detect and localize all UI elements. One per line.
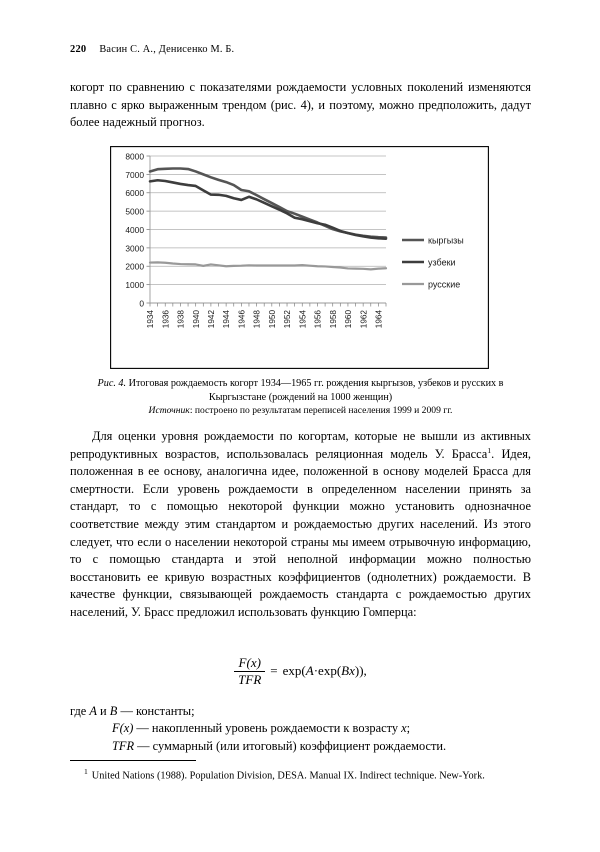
y-axis-tick-label: 4000 <box>125 224 144 235</box>
footnote-text: United Nations (1988). Population Division, DESA. Manual IX. Indirect technique. New-York. <box>91 770 485 782</box>
x-axis-tick-label: 1948 <box>252 310 262 329</box>
definition-symbol-x: x <box>401 721 407 736</box>
x-axis-tick-label: 1952 <box>283 310 293 329</box>
formula-equals: = <box>270 663 278 679</box>
legend-label-3: русские <box>428 279 461 290</box>
formula-variable-x: x <box>349 663 355 679</box>
definition-fx-end: ; <box>406 721 411 736</box>
figure-source-text: : построено по результатам переписей населения 1999 и 2009 гг. <box>189 405 453 416</box>
y-axis-tick-label: 1000 <box>125 280 144 291</box>
figure-source-label: Источник <box>148 405 190 416</box>
x-axis-tick-label: 1936 <box>161 310 171 329</box>
x-axis-tick-label: 1954 <box>298 310 308 329</box>
running-head-authors: Васин С. А., Денисенко М. Б. <box>99 44 235 55</box>
x-axis-tick-label: 1938 <box>176 310 186 329</box>
formula-constant-a: A <box>305 663 314 679</box>
formula-equation <box>234 656 367 686</box>
page-number: 220 <box>70 44 87 55</box>
figure-caption-label: Рис. 4. <box>97 378 127 389</box>
footnote-number: 1 <box>84 767 88 776</box>
figure-4-chart <box>110 146 489 369</box>
paragraph-brass-part1: Для оценки уровня рождаемости по когортам, которые не вышли из активных репродуктивных возрастов, использовалась реляционная модель У. Брасса <box>70 429 531 461</box>
legend-label-1: кыргызы <box>428 235 464 246</box>
y-axis-tick-label: 5000 <box>125 206 144 217</box>
x-axis-tick-label: 1944 <box>222 310 232 329</box>
paragraph-brass-model <box>70 428 531 622</box>
x-axis-tick-label: 1964 <box>374 310 384 329</box>
formula-numerator: F(x) <box>238 655 261 670</box>
definition-symbol-a: A <box>89 704 97 718</box>
formula-inner-exp: exp( <box>318 663 342 679</box>
footnote-separator <box>70 760 196 761</box>
definition-where-word: где <box>70 704 90 718</box>
y-axis-tick-label: 7000 <box>125 169 144 180</box>
definition-constants-text: — константы; <box>117 704 195 718</box>
figure-source <box>80 404 521 417</box>
x-axis-tick-label: 1950 <box>267 310 277 329</box>
footnote <box>70 765 531 783</box>
gompertz-formula <box>70 655 531 695</box>
definition-fx <box>70 720 531 737</box>
legend-label-2: узбеки <box>428 257 456 268</box>
figure-caption <box>80 377 521 404</box>
y-axis-tick-label: 3000 <box>125 243 144 254</box>
x-axis-tick-label: 1946 <box>237 310 247 329</box>
paragraph-intro: когорт по сравнению с показателями рождаемости условных поколений изменяются плавно с ярко выраженным трендом (рис. 4), и поэтому, можно предположить, дадут более надежный прогноз. <box>70 80 531 130</box>
definition-symbol-b: B <box>109 704 118 718</box>
fertility-line-chart <box>110 146 489 369</box>
x-axis-tick-label: 1942 <box>207 310 217 329</box>
formula-closing: )), <box>354 663 367 679</box>
formula-fraction <box>234 656 265 686</box>
definition-conjunction: и <box>96 704 110 718</box>
x-axis-tick-label: 1956 <box>313 310 323 329</box>
definition-tfr <box>70 738 531 755</box>
x-axis-tick-label: 1940 <box>191 310 201 329</box>
definition-constants <box>70 703 531 720</box>
formula-right-hand-side <box>283 663 367 679</box>
x-axis-tick-label: 1960 <box>344 310 354 329</box>
y-axis-tick-label: 2000 <box>125 261 144 272</box>
footnote-reference: 1 <box>487 445 492 455</box>
y-axis-tick-label: 6000 <box>125 188 144 199</box>
x-axis-tick-label: 1934 <box>146 310 156 329</box>
figure-caption-text: Итоговая рождаемость когорт 1934—1965 гг. рождения кыргызов, узбеков и русских в Кыргызстане (рождений на 1000 женщин) <box>128 378 504 403</box>
x-axis-tick-label: 1962 <box>359 310 369 329</box>
formula-exp-open: exp( <box>282 663 306 679</box>
definition-fx-text: — накопленный уровень рождаемости к возрасту <box>133 721 402 736</box>
definition-symbol-fx: F(x) <box>112 721 134 736</box>
formula-constant-b: B <box>341 663 350 679</box>
y-axis-tick-label: 0 <box>139 298 144 309</box>
definition-symbol-tfr: TFR <box>112 738 135 753</box>
running-head <box>70 44 530 55</box>
formula-denominator: TFR <box>234 671 265 687</box>
formula-multiply-dot: · <box>313 663 319 679</box>
y-axis-tick-label: 8000 <box>125 151 144 162</box>
definition-tfr-text: — суммарный (или итоговый) коэффициент рождаемости. <box>134 738 447 753</box>
formula-definitions <box>70 703 531 755</box>
x-axis-tick-label: 1958 <box>328 310 338 329</box>
paragraph-brass-part2: . Идея, положенная в ее основу, аналогична идее, положенной в основу моделей Брасса для смертности. Если уровень рождаемости в определенном населении принять за стандарт, то с помощью некоторой функции можно установить однозначное соответствие между этим стандартом и рождаемостью других населений. Из этого следует, что если о населении некоторой страны мы имеем отрывочную информацию, то с помощью стандарта и этой неполной информации можно полностью восстановить ее кривую возрастных коэффициентов (однолетних) рождаемости. В качестве функции, связывающей рождаемость стандарта с рождаемостью других населений, У. Брасс предложил использовать функцию Гомперца: <box>70 446 531 619</box>
